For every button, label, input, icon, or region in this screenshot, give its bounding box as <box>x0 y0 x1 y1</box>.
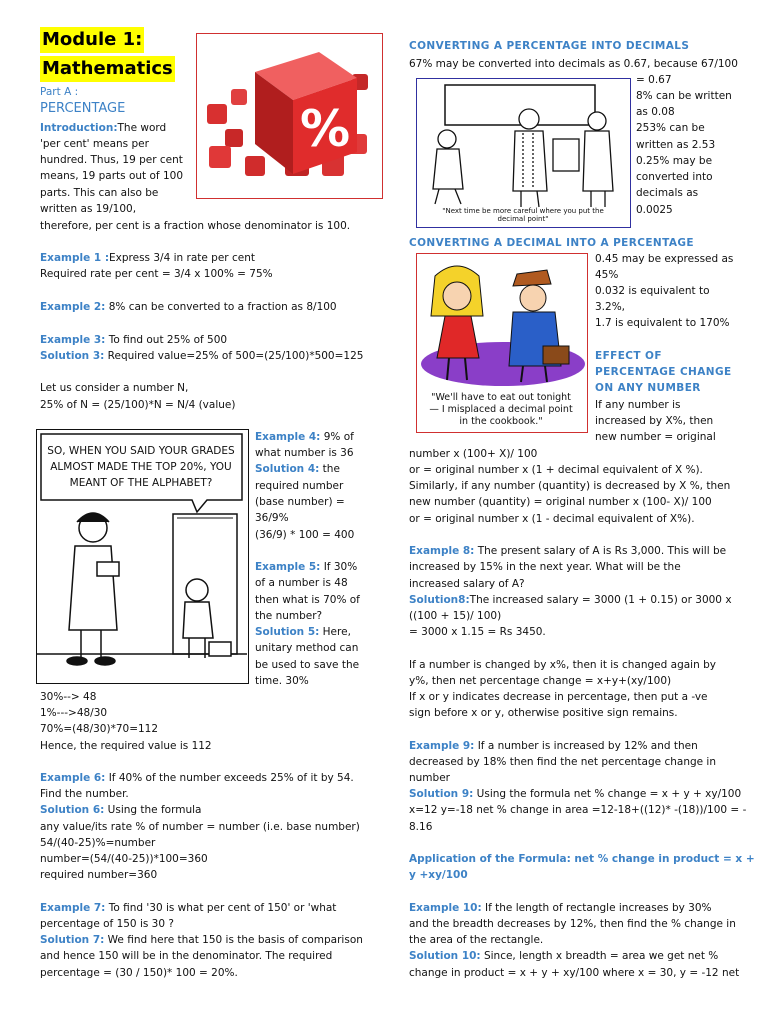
conv-pd-side-7: converted into <box>636 171 713 183</box>
solution-10-line-2: change in product = x + y + xy/100 where x = 30, y = -12 net <box>409 967 740 979</box>
calc-line-3: 70%=(48/30)*70=112 <box>40 723 159 735</box>
solution-8: Solution8:The increased salary = 3000 (1 + 0.15) or 3000 x <box>409 594 732 606</box>
intro-line-3: hundred. Thus, 19 per cent <box>40 154 183 166</box>
intro-line-2: 'per cent' means per <box>40 138 149 150</box>
example-6: Example 6: If 40% of the number exceeds 25% of it by 54. <box>40 772 354 784</box>
conv-pd-side-4: 253% can be <box>636 122 705 134</box>
heading-decimal-to-percent: CONVERTING A DECIMAL INTO A PERCENTAGE <box>409 237 694 249</box>
solution-4-line-4: 36/9% <box>255 512 289 524</box>
man-figure-icon <box>509 270 569 382</box>
heading-effect-1: EFFECT OF <box>595 350 662 362</box>
solution-10: Solution 10: Since, length x breadth = area we get net % <box>409 950 719 962</box>
effect-side-1: If any number is <box>595 399 681 411</box>
cookbook-cartoon <box>416 253 588 433</box>
men-figures-icon <box>433 109 613 207</box>
intro-line-1: Introduction:The word <box>40 122 167 134</box>
conv-pd-line-1: 67% may be converted into decimals as 0.67, because 67/100 <box>409 58 738 70</box>
example-9-line-3: number <box>409 772 450 784</box>
part-label: Part A : <box>40 86 79 98</box>
solution-9-line-2: x=12 y=-18 net % change in area =12-18+((12)* -(18))/100 = - <box>409 804 747 816</box>
effect-line-2: or = original number x (1 + decimal equivalent of X %). <box>409 464 703 476</box>
grades-cartoon <box>36 429 249 684</box>
intro-line-6: written as 19/100, <box>40 203 137 215</box>
example-8-line-2: increased by 15% in the next year. What will be the <box>409 561 681 573</box>
let-consider-1: Let us consider a number N, <box>40 382 189 394</box>
conv-pd-side-6: 0.25% may be <box>636 155 713 167</box>
effect-line-1: number x (100+ X)/ 100 <box>409 448 538 460</box>
example-7-line-2: percentage of 150 is 30 ? <box>40 918 174 930</box>
effect-line-5: or = original number x (1 - decimal equivalent of X%). <box>409 513 695 525</box>
solution-4: Solution 4: the <box>255 463 340 475</box>
svg-text:decimal point": decimal point" <box>497 215 549 223</box>
solution-7-line-3: percentage = (30 / 150)* 100 = 20%. <box>40 967 238 979</box>
solution-6: Solution 6: Using the formula <box>40 804 202 816</box>
solution-6-line-2: any value/its rate % of number = number (i.e. base number) <box>40 821 360 833</box>
conv-pd-side-8: decimals as <box>636 187 699 199</box>
solution-5-line-2: unitary method can <box>255 642 359 654</box>
calc-line-4: Hence, the required value is 112 <box>40 740 212 752</box>
solution-4-line-3: (base number) = <box>255 496 345 508</box>
percent-dice-image <box>196 33 383 199</box>
solution-4-line-5: (36/9) * 100 = 400 <box>255 529 355 541</box>
heading-effect-3: ON ANY NUMBER <box>595 382 701 394</box>
netchange-line-4: sign before x or y, otherwise positive sign remains. <box>409 707 678 719</box>
solution-4-line-2: required number <box>255 480 344 492</box>
example-4-line-2: what number is 36 <box>255 447 354 459</box>
solution-5-line-4: time. 30% <box>255 675 309 687</box>
solution-3: Solution 3: Required value=25% of 500=(25/100)*500=125 <box>40 350 364 362</box>
let-consider-2: 25% of N = (25/100)*N = N/4 (value) <box>40 399 236 411</box>
example-4: Example 4: 9% of <box>255 431 354 443</box>
example-5-line-3: then what is 70% of <box>255 594 360 606</box>
module-title: Module 1: <box>40 27 144 53</box>
svg-text:"Next time be more careful whe: "Next time be more careful where you put the <box>442 207 604 215</box>
svg-text:"We'll have to eat out tonight: "We'll have to eat out tonight <box>431 392 571 403</box>
effect-side-2: increased by X%, then <box>595 415 714 427</box>
decimal-point-cartoon <box>416 78 631 228</box>
solution-6-line-4: number=(54/(40-25))*100=360 <box>40 853 208 865</box>
svg-text:SO, WHEN YOU SAID YOUR GRADES: SO, WHEN YOU SAID YOUR GRADES <box>47 445 235 457</box>
conv-dp-side-2: 45% <box>595 269 619 281</box>
example-1: Example 1 :Express 3/4 in rate per cent <box>40 252 255 264</box>
example-5: Example 5: If 30% <box>255 561 358 573</box>
conv-pd-side-9: 0.0025 <box>636 204 673 216</box>
example-8-line-3: increased salary of A? <box>409 578 525 590</box>
conv-dp-side-4: 3.2%, <box>595 301 626 313</box>
effect-line-3: Similarly, if any number (quantity) is decreased by X %, then <box>409 480 731 492</box>
solution-5-line-3: be used to save the <box>255 659 360 671</box>
conv-dp-side-5: 1.7 is equivalent to 170% <box>595 317 730 329</box>
svg-text:in the cookbook.": in the cookbook." <box>459 416 543 427</box>
solution-6-line-3: 54/(40-25)%=number <box>40 837 156 849</box>
example-2: Example 2: 8% can be converted to a fraction as 8/100 <box>40 301 337 313</box>
example-1-answer: Required rate per cent = 3/4 x 100% = 75% <box>40 268 273 280</box>
intro-line-7: therefore, per cent is a fraction whose denominator is 100. <box>40 220 351 232</box>
conv-pd-side-5: written as 2.53 <box>636 139 716 151</box>
intro-line-5: parts. This can also be <box>40 187 159 199</box>
example-5-line-4: the number? <box>255 610 323 622</box>
netchange-line-3: If x or y indicates decrease in percentage, then put a -ve <box>409 691 708 703</box>
solution-7-line-2: and hence 150 will be in the denominator. The required <box>40 950 333 962</box>
svg-text:— I misplaced a decimal point: — I misplaced a decimal point <box>429 404 573 415</box>
module-subtitle: Mathematics <box>40 56 175 82</box>
application-line-2: y +xy/100 <box>409 869 468 881</box>
heading-percent-to-decimal: CONVERTING A PERCENTAGE INTO DECIMALS <box>409 40 690 52</box>
calc-line-1: 30%--> 48 <box>40 691 97 703</box>
effect-line-4: new number (quantity) = original number x (100- X)/ 100 <box>409 496 712 508</box>
solution-7: Solution 7: We find here that 150 is the basis of comparison <box>40 934 363 946</box>
heading-effect-2: PERCENTAGE CHANGE <box>595 366 732 378</box>
example-8: Example 8: The present salary of A is Rs 3,000. This will be <box>409 545 727 557</box>
svg-text:ALMOST MADE THE TOP 20%, YOU: ALMOST MADE THE TOP 20%, YOU <box>50 461 232 473</box>
intro-line-4: means, 19 parts out of 100 <box>40 170 183 182</box>
calc-line-2: 1%--->48/30 <box>40 707 108 719</box>
solution-8-line-3: = 3000 x 1.15 = Rs 3450. <box>409 626 546 638</box>
example-3: Example 3: To find out 25% of 500 <box>40 334 228 346</box>
example-6-line-2: Find the number. <box>40 788 129 800</box>
netchange-line-2: y%, then net percentage change = x+y+(xy/100) <box>409 675 672 687</box>
example-7: Example 7: To find '30 is what per cent of 150' or 'what <box>40 902 337 914</box>
example-10: Example 10: If the length of rectangle increases by 30% <box>409 902 712 914</box>
percent-symbol: % <box>299 100 351 158</box>
conv-dp-side-3: 0.032 is equivalent to <box>595 285 710 297</box>
conv-pd-side-2: 8% can be written <box>636 90 732 102</box>
application-line-1: Application of the Formula: net % change in product = x + <box>409 853 755 865</box>
netchange-line-1: If a number is changed by x%, then it is changed again by <box>409 659 716 671</box>
example-10-line-3: the area of the rectangle. <box>409 934 544 946</box>
example-9-line-2: decreased by 18% then find the net percentage change in <box>409 756 717 768</box>
solution-5: Solution 5: Here, <box>255 626 351 638</box>
example-9: Example 9: If a number is increased by 12% and then <box>409 740 698 752</box>
conv-pd-side-3: as 0.08 <box>636 106 675 118</box>
effect-side-3: new number = original <box>595 431 716 443</box>
solution-9: Solution 9: Using the formula net % change = x + y + xy/100 <box>409 788 742 800</box>
solution-6-line-5: required number=360 <box>40 869 158 881</box>
example-5-line-2: of a number is 48 <box>255 577 348 589</box>
solution-8-line-2: ((100 + 15)/ 100) <box>409 610 502 622</box>
solution-9-line-3: 8.16 <box>409 821 433 833</box>
section-heading: PERCENTAGE <box>40 101 126 116</box>
conv-dp-side-1: 0.45 may be expressed as <box>595 253 734 265</box>
example-10-line-2: and the breadth decreases by 12%, then find the % change in <box>409 918 736 930</box>
conv-pd-side-1: = 0.67 <box>636 74 672 86</box>
svg-text:MEANT OF THE ALPHABET?: MEANT OF THE ALPHABET? <box>69 477 213 489</box>
